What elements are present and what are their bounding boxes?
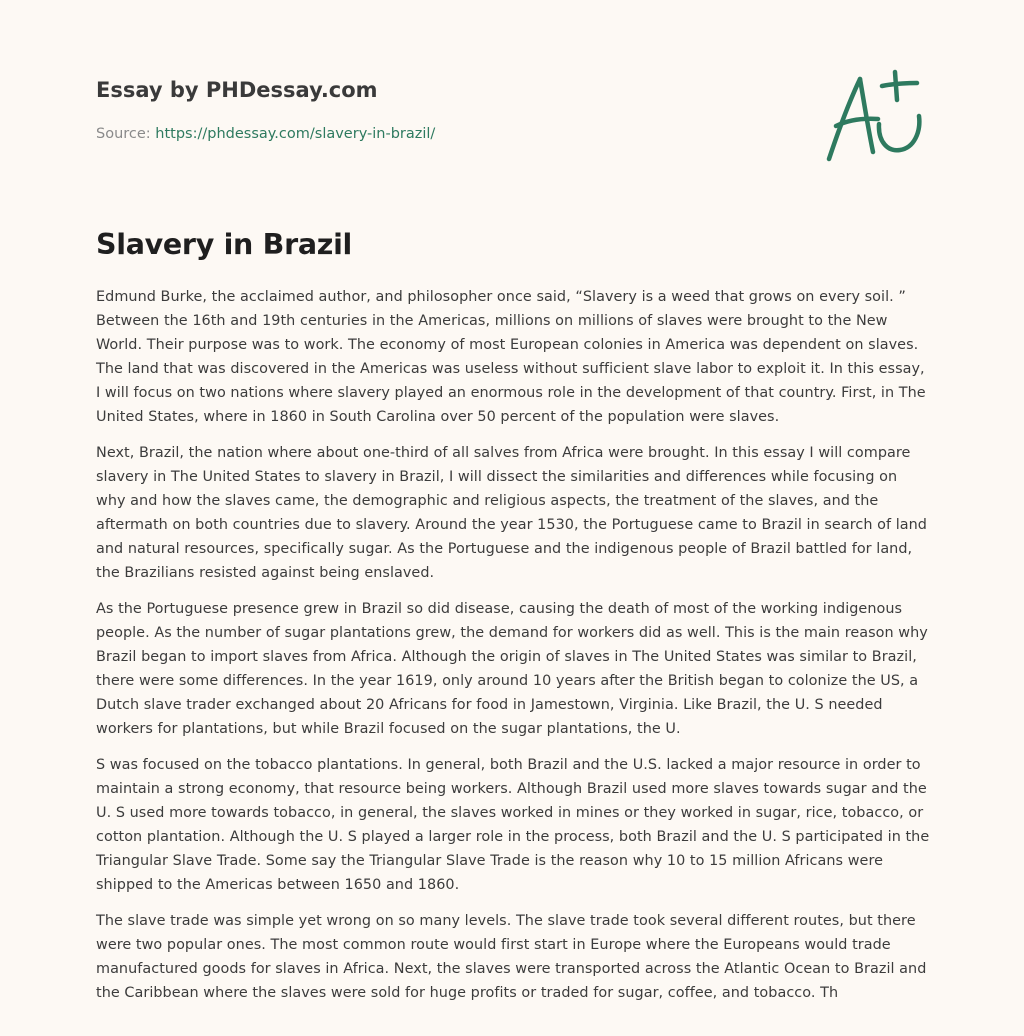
- essay-paragraph: As the Portuguese presence grew in Brazil so did disease, causing the death of most of the working indigenous people. As the number of sugar plantations grew, the demand for workers did as well. This is the main reason why Brazil began to import slaves from Africa. Although the origin of slaves in The United States was similar to Brazil, there were some differences. In the year 1619, only around 10 years after the British began to colonize the US, a Dutch slave trader exchanged about 20 Africans for food in Jamestown, Virginia. Like Brazil, the U. S needed workers for plantations, but while Brazil focused on the sugar plantations, the U.: [96, 601, 928, 737]
- essay-paragraph: Next, Brazil, the nation where about one-third of all salves from Africa were brought. In this essay I will compare slavery in The United States to slavery in Brazil, I will dissect the similarities and differences while focusing on why and how the slaves came, the demographic and religious aspects, the treatment of the slaves, and the aftermath on both countries due to slavery. Around the year 1530, the Portuguese came to Brazil in search of land and natural resources, specifically sugar. As the Portuguese and the indigenous people of Brazil battled for land, the Brazilians resisted against being enslaved.: [96, 445, 927, 581]
- source-line: [96, 124, 435, 144]
- site-brand: Essay by PHDessay.com: [96, 78, 378, 102]
- essay-body: [96, 285, 931, 1017]
- source-label: Source:: [96, 126, 151, 142]
- source-link[interactable]: https://phdessay.com/slavery-in-brazil/: [155, 126, 436, 142]
- page-header: [96, 76, 796, 142]
- essay-paragraph: Edmund Burke, the acclaimed author, and philosopher once said, “Slavery is a weed that grows on every soil. ” Between the 16th and 19th centuries in the Americas, millions on millions of slaves were brought to the New World. Their purpose was to work. The economy of most European colonies in America was dependent on slaves. The land that was discovered in the Americas was useless without sufficient slave labor to exploit it. In this essay, I will focus on two nations where slavery played an enormous role in the development of that country. First, in The United States, where in 1860 in South Carolina over 50 percent of the population were slaves.: [96, 289, 926, 425]
- essay-title: Slavery in Brazil: [96, 228, 353, 261]
- essay-paragraph: S was focused on the tobacco plantations. In general, both Brazil and the U.S. lacked a major resource in order to maintain a strong economy, that resource being workers. Although Brazil used more slaves towards sugar and the U. S used more towards tobacco, in general, the slaves worked in mines or they worked in sugar, rice, tobacco, or cotton plantation. Although the U. S played a larger role in the process, both Brazil and the U. S participated in the Triangular Slave Trade. Some say the Triangular Slave Trade is the reason why 10 to 15 million Africans were shipped to the Americas between 1650 and 1860.: [96, 757, 930, 893]
- a-plus-grade-icon: [818, 66, 930, 166]
- essay-paragraph: The slave trade was simple yet wrong on so many levels. The slave trade took several different routes, but there were two popular ones. The most common route would first start in Europe where the Europeans would trade manufactured goods for slaves in Africa. Next, the slaves were transported across the Atlantic Ocean to Brazil and the Caribbean where the slaves were sold for huge profits or traded for sugar, coffee, and tobacco. Th: [96, 913, 927, 1001]
